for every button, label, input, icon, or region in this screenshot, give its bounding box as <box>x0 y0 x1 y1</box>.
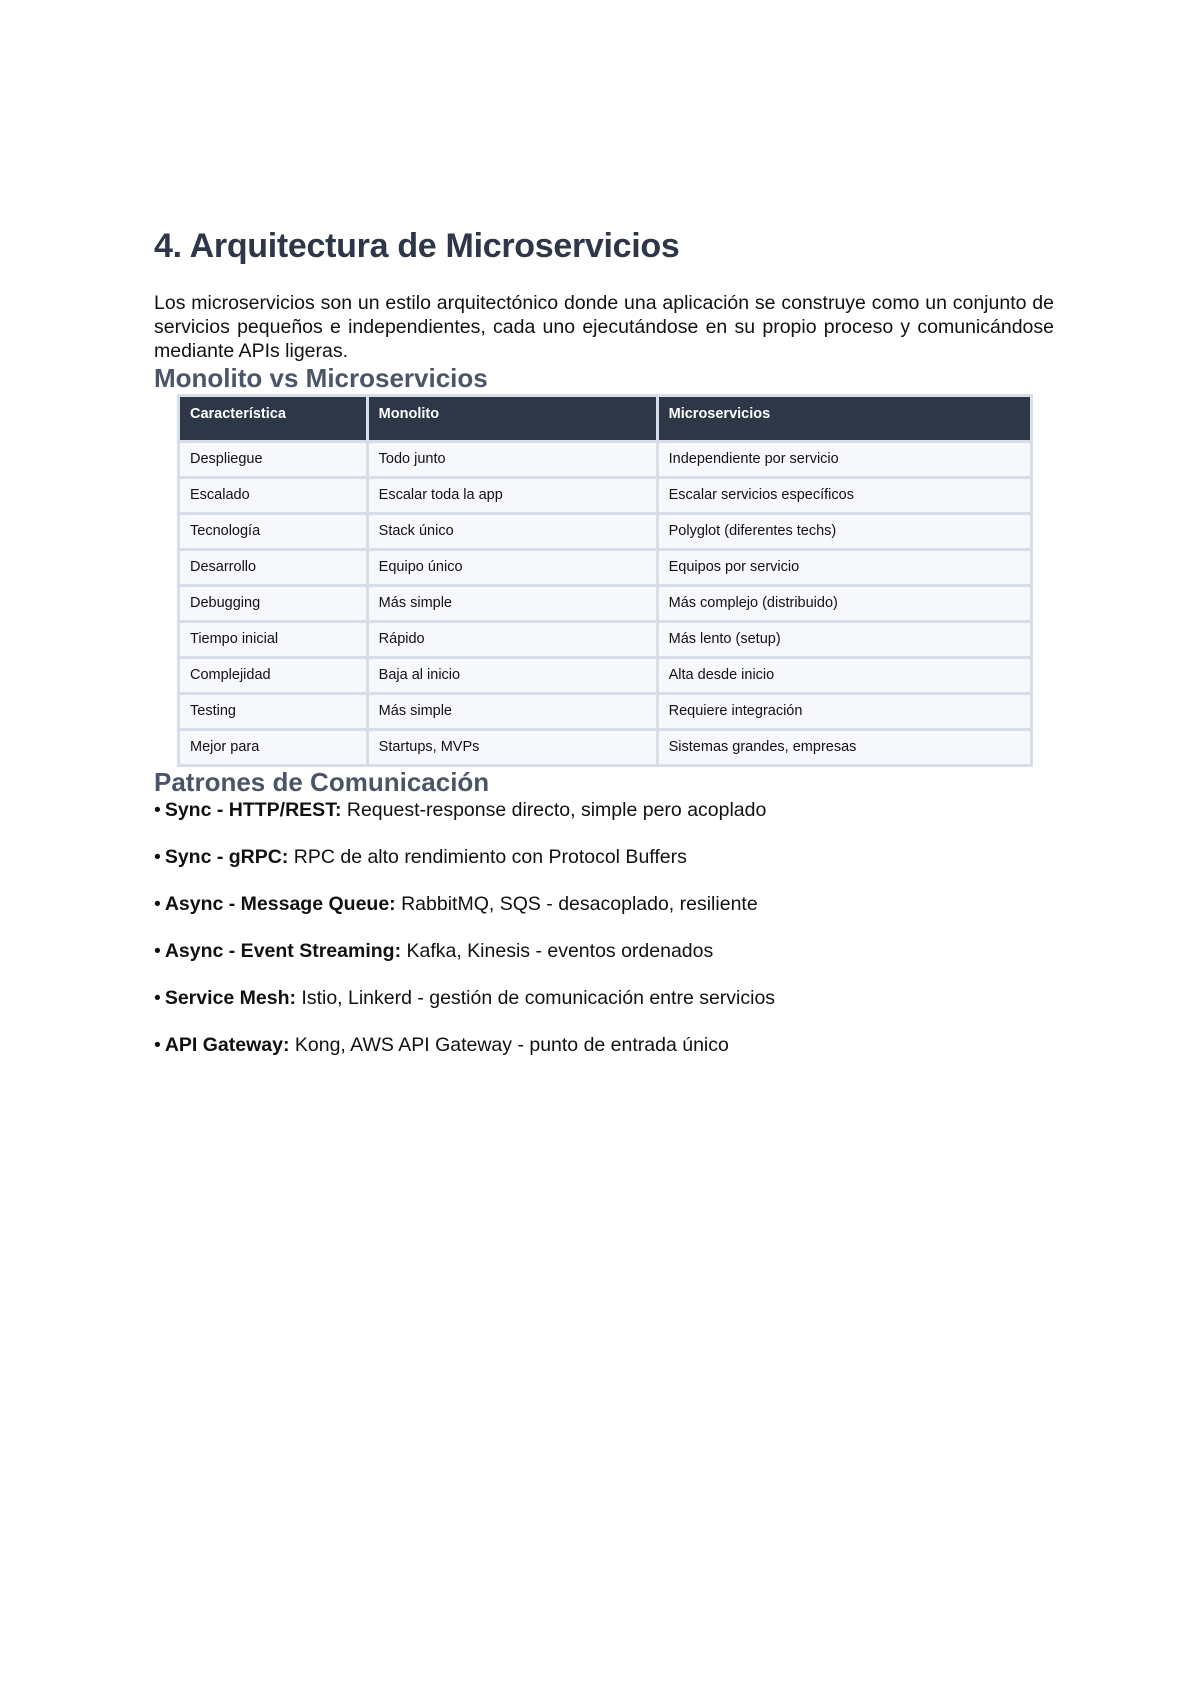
list-item <box>154 798 1054 822</box>
table-cell: Tecnología <box>180 515 366 548</box>
table-cell: Complejidad <box>180 659 366 692</box>
table-row <box>180 587 1030 620</box>
pattern-description: Kong, AWS API Gateway - punto de entrada único <box>289 1034 729 1057</box>
bullet-marker: • <box>154 799 161 822</box>
column-header: Monolito <box>369 397 656 440</box>
table-header-row <box>180 397 1030 440</box>
pattern-label: Sync - HTTP/REST: <box>164 799 342 822</box>
table-cell: Mejor para <box>180 731 366 764</box>
table-cell: Rápido <box>369 623 656 656</box>
table-cell: Alta desde inicio <box>659 659 1030 692</box>
table-cell: Escalar toda la app <box>369 479 656 512</box>
table-row <box>180 731 1030 764</box>
table-cell: Equipos por servicio <box>659 551 1030 584</box>
table-cell: Escalar servicios específicos <box>659 479 1030 512</box>
list-item <box>154 939 1054 963</box>
pattern-description: Request-response directo, simple pero acoplado <box>341 799 767 822</box>
table-row <box>180 515 1030 548</box>
table-cell: Despliegue <box>180 443 366 476</box>
table-cell: Sistemas grandes, empresas <box>659 731 1030 764</box>
bullet-marker: • <box>154 1034 161 1057</box>
pattern-label: Async - Message Queue: <box>164 893 396 916</box>
table-cell: Baja al inicio <box>369 659 656 692</box>
list-item <box>154 1033 1054 1057</box>
table-cell: Todo junto <box>369 443 656 476</box>
patterns-heading: Patrones de Comunicación <box>154 766 490 797</box>
table-cell: Requiere integración <box>659 695 1030 728</box>
table-cell: Stack único <box>369 515 656 548</box>
bullet-marker: • <box>154 893 161 916</box>
comparison-table-wrapper <box>177 394 1033 767</box>
table-cell: Más lento (setup) <box>659 623 1030 656</box>
intro-paragraph: Los microservicios son un estilo arquitectónico donde una aplicación se construye como un conjunto de servicios pequeños e independientes, cada uno ejecutándose en su propio proceso y comunicándose mediante APIs ligeras. <box>154 291 1054 362</box>
table-cell: Tiempo inicial <box>180 623 366 656</box>
table-cell: Debugging <box>180 587 366 620</box>
table-cell: Más complejo (distribuido) <box>659 587 1030 620</box>
pattern-description: Kafka, Kinesis - eventos ordenados <box>401 940 714 963</box>
table-row <box>180 551 1030 584</box>
column-header: Característica <box>180 397 366 440</box>
table-cell: Más simple <box>369 587 656 620</box>
page-title: 4. Arquitectura de Microservicios <box>154 227 680 265</box>
patterns-list <box>154 798 1054 1057</box>
comparison-table <box>177 394 1033 767</box>
table-cell: Startups, MVPs <box>369 731 656 764</box>
column-header: Microservicios <box>659 397 1030 440</box>
table-row <box>180 443 1030 476</box>
pattern-description: Istio, Linkerd - gestión de comunicación entre servicios <box>295 987 776 1010</box>
table-cell: Testing <box>180 695 366 728</box>
pattern-label: API Gateway: <box>164 1034 290 1057</box>
pattern-label: Sync - gRPC: <box>164 846 289 869</box>
table-row <box>180 695 1030 728</box>
pattern-label: Async - Event Streaming: <box>164 940 402 963</box>
table-cell: Equipo único <box>369 551 656 584</box>
bullet-marker: • <box>154 987 161 1010</box>
table-cell: Desarrollo <box>180 551 366 584</box>
table-row <box>180 479 1030 512</box>
comparison-heading: Monolito vs Microservicios <box>154 362 488 393</box>
pattern-description: RabbitMQ, SQS - desacoplado, resiliente <box>395 893 758 916</box>
list-item <box>154 986 1054 1010</box>
table-cell: Polyglot (diferentes techs) <box>659 515 1030 548</box>
list-item <box>154 892 1054 916</box>
table-cell: Escalado <box>180 479 366 512</box>
table-cell: Independiente por servicio <box>659 443 1030 476</box>
list-item <box>154 845 1054 869</box>
pattern-description: RPC de alto rendimiento con Protocol Buffers <box>288 846 687 869</box>
table-cell: Más simple <box>369 695 656 728</box>
bullet-marker: • <box>154 846 161 869</box>
table-row <box>180 623 1030 656</box>
table-row <box>180 659 1030 692</box>
bullet-marker: • <box>154 940 161 963</box>
pattern-label: Service Mesh: <box>164 987 296 1010</box>
